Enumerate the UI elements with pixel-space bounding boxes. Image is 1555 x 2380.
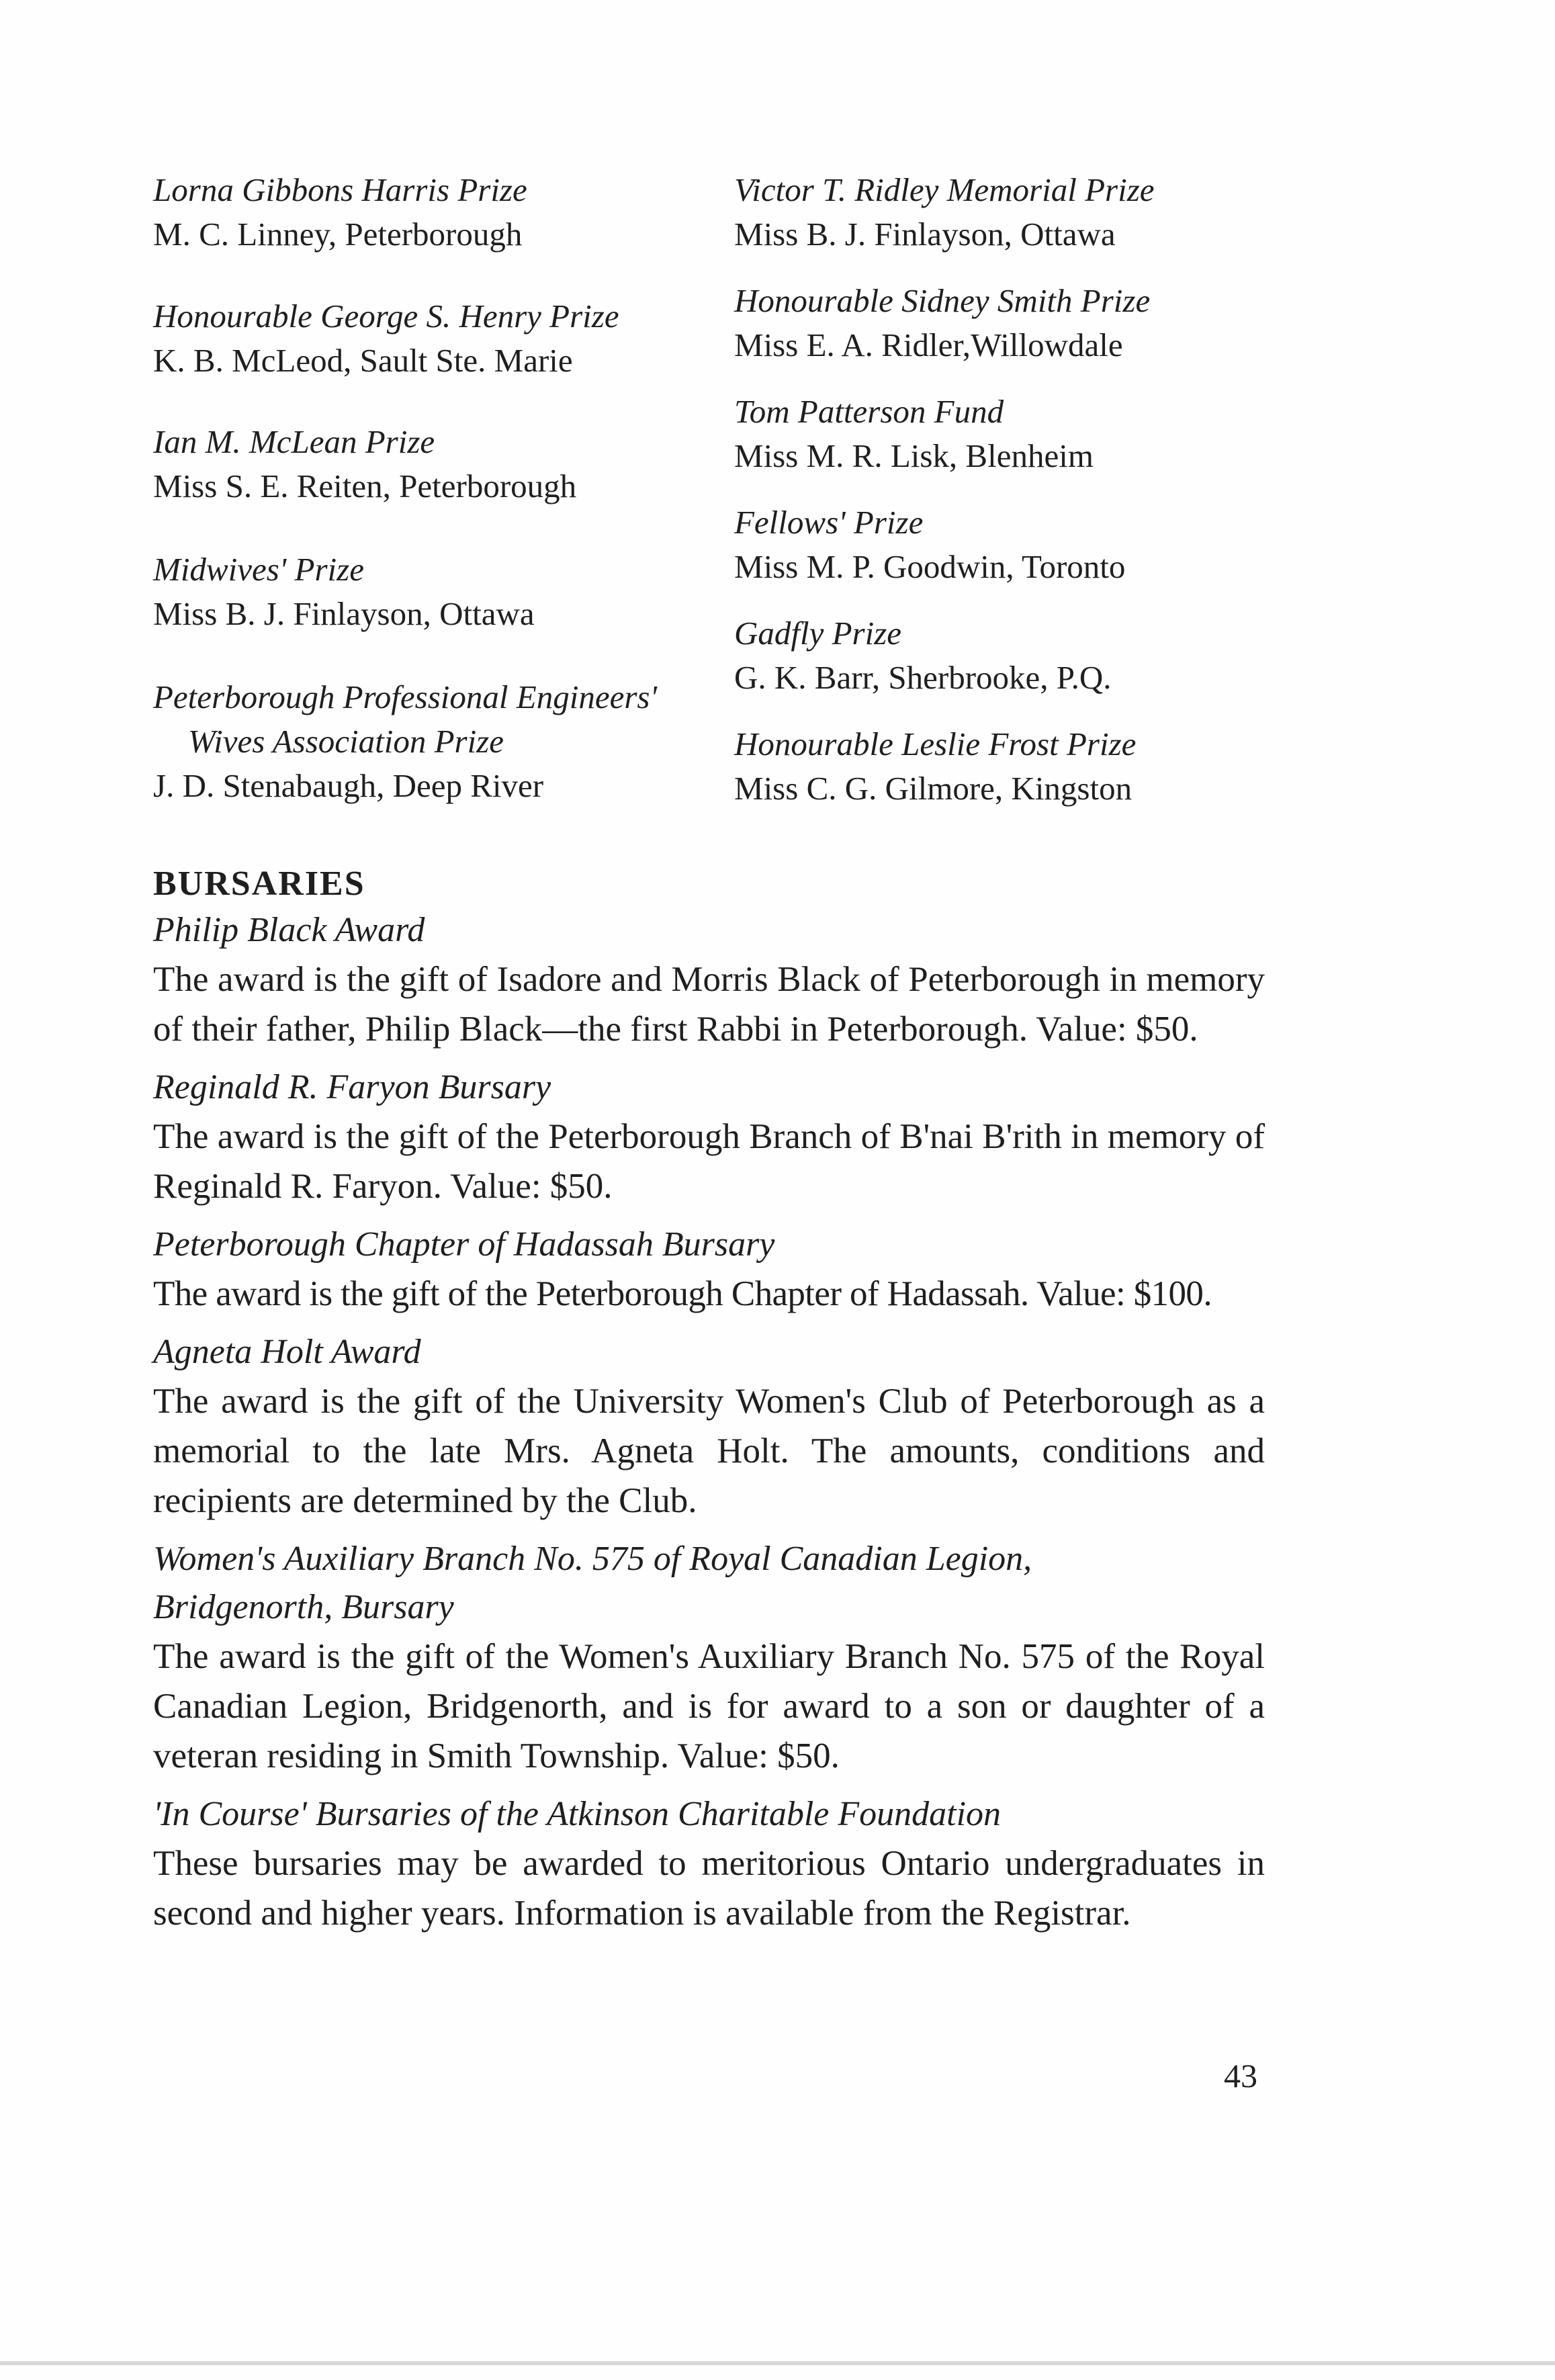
prize-entry [734, 279, 1285, 367]
bursary-description: The award is the gift of the Peterborough Chapter of Hadassah. Value: $100. [153, 1274, 1212, 1313]
prize-entry [734, 500, 1285, 589]
prize-entry [734, 168, 1285, 257]
bursary-description: The award is the gift of the University Women's Club of Peterborough as a memorial to the late Mrs. Agneta Holt. The amounts, conditions and recipients are determined by the Club. [153, 1382, 1265, 1520]
prize-name: Honourable Sidney Smith Prize [734, 282, 1151, 319]
bursary-description: The award is the gift of the Women's Auxiliary Branch No. 575 of the Royal Canadian Legion, Bridgenorth, and is for award to a son or daughter of a veteran residing in Smith Township. Value: $50. [153, 1637, 1265, 1775]
prize-entry [734, 722, 1285, 811]
prize-winner: Miss M. R. Lisk, Blenheim [734, 437, 1094, 474]
prize-name: Peterborough Professional Engineers' [153, 678, 657, 715]
bursary-description: The award is the gift of Isadore and Morris Black of Peterborough in memory of their father, Philip Black—the first Rabbi in Peterborough. Value: $50. [153, 960, 1265, 1049]
bursary-title: Women's Auxiliary Branch No. 575 of Royal Canadian Legion, [153, 1540, 1032, 1578]
prize-entry [734, 611, 1285, 700]
prize-winner: J. D. Stenabaugh, Deep River [153, 767, 544, 804]
prize-winner: K. B. McLeod, Sault Ste. Marie [153, 342, 573, 379]
prize-name-continued: Wives Association Prize [188, 723, 504, 760]
prize-winner: Miss C. G. Gilmore, Kingston [734, 770, 1132, 807]
page-number: 43 [1224, 2057, 1257, 2095]
prize-name: Tom Patterson Fund [734, 393, 1004, 430]
prize-entry [153, 675, 704, 808]
page-edge-divider [0, 2361, 1555, 2365]
bursary-title: 'In Course' Bursaries of the Atkinson Charitable Foundation [153, 1795, 1002, 1833]
prize-winner: M. C. Linney, Peterborough [153, 216, 523, 253]
bursary-entry [153, 1790, 1265, 1938]
prize-name: Gadfly Prize [734, 615, 902, 652]
prize-name: Midwives' Prize [153, 551, 364, 588]
prize-name: Fellows' Prize [734, 504, 924, 541]
prize-winner: Miss S. E. Reiten, Peterborough [153, 468, 577, 504]
prize-winner: G. K. Barr, Sherbrooke, P.Q. [734, 659, 1112, 696]
prize-name: Honourable George S. Henry Prize [153, 298, 619, 335]
prize-entry [153, 547, 704, 636]
prize-entry [153, 168, 704, 257]
prize-winner: Miss E. A. Ridler,Willowdale [734, 326, 1123, 363]
bursary-title: Peterborough Chapter of Hadassah Bursary [153, 1225, 775, 1264]
prize-name: Honourable Leslie Frost Prize [734, 725, 1137, 762]
prize-entry [734, 390, 1285, 478]
bursary-entry [153, 1063, 1265, 1211]
bursary-title: Philip Black Award [153, 911, 425, 949]
bursary-title: Agneta Holt Award [153, 1333, 421, 1371]
bursary-title: Reginald R. Faryon Bursary [153, 1068, 551, 1106]
bursary-entry [153, 1535, 1265, 1781]
prize-winner: Miss M. P. Goodwin, Toronto [734, 548, 1126, 585]
bursary-entry [153, 1221, 1265, 1319]
bursary-entry [153, 906, 1265, 1054]
prize-name: Victor T. Ridley Memorial Prize [734, 171, 1155, 208]
bursary-description: The award is the gift of the Peterborough Branch of B'nai B'rith in memory of Reginald R. Faryon. Value: $50. [153, 1117, 1265, 1206]
prize-name: Lorna Gibbons Harris Prize [153, 171, 527, 208]
section-heading: BURSARIES [153, 865, 365, 903]
bursary-description: These bursaries may be awarded to meritorious Ontario undergraduates in second and higher years. Information is available from the Registrar. [153, 1844, 1265, 1933]
bursary-entry [153, 1328, 1265, 1526]
bursaries-section [153, 862, 1265, 1938]
prize-entry [153, 294, 704, 383]
prize-winner: Miss B. J. Finlayson, Ottawa [734, 216, 1116, 253]
prize-winner: Miss B. J. Finlayson, Ottawa [153, 595, 535, 632]
prize-name: Ian M. McLean Prize [153, 423, 435, 460]
bursary-title-continued: Bridgenorth, Bursary [153, 1588, 454, 1626]
prize-entry [153, 420, 704, 509]
